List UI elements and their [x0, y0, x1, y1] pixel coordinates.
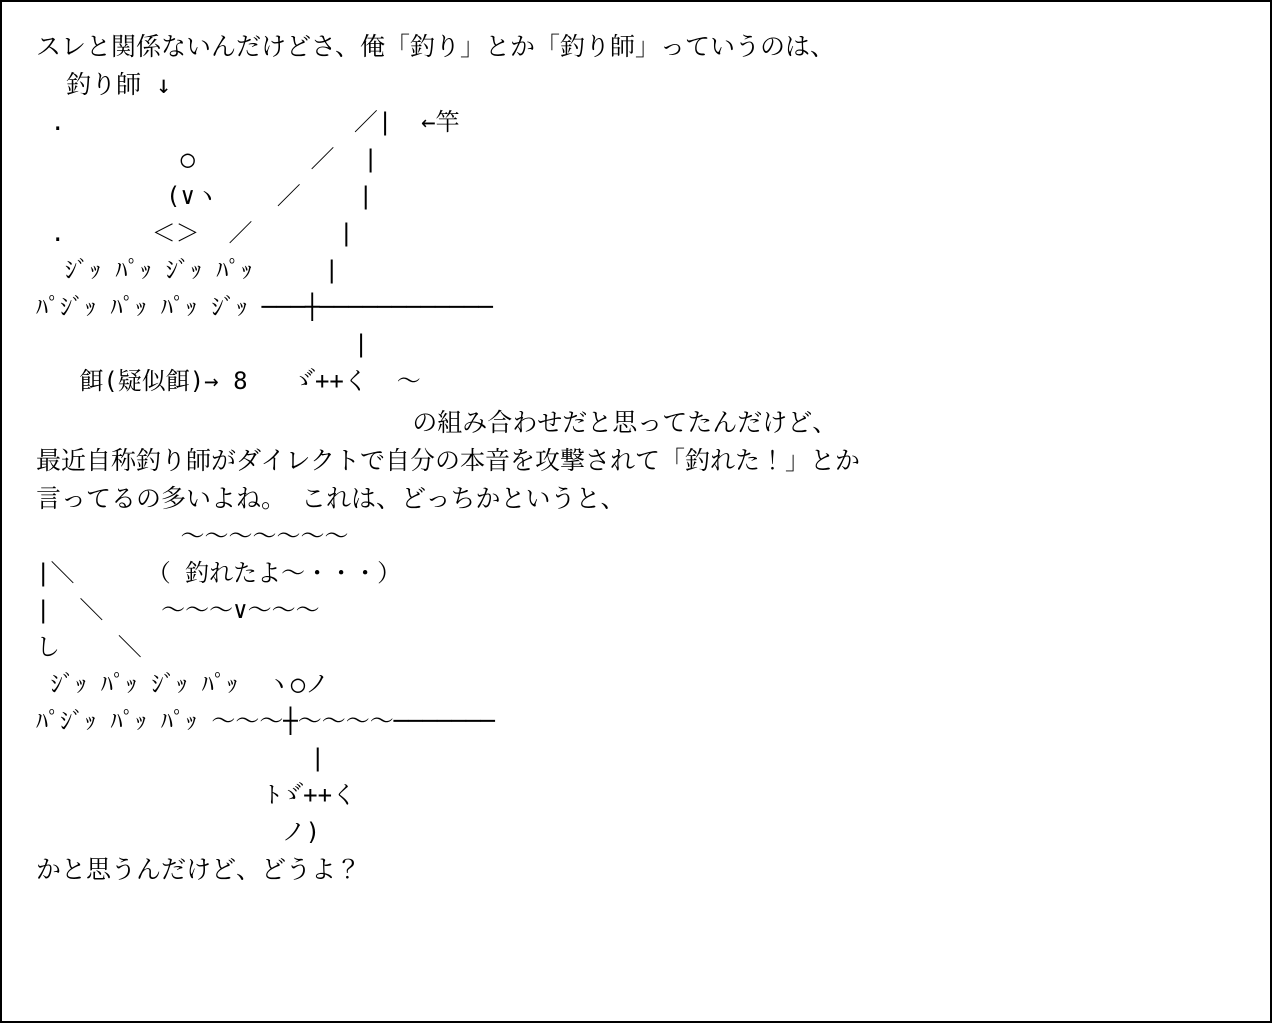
art-bottom-line-6: | [36, 744, 325, 772]
art-bottom-line-3: し ＼ [36, 633, 142, 661]
intro-line-2: 釣り師 ↓ [36, 70, 172, 99]
mid-line-3: 言ってるの多いよね。 これは、どっちかというと、 [36, 484, 626, 513]
art-bottom-line-8: ノ) [36, 818, 321, 846]
ascii-art-top-figure [36, 104, 1256, 400]
art-top-line-3: . ＜＞ ／ | [36, 219, 354, 247]
mid-line-2: 最近自称釣り師がダイレクトで自分の本音を攻撃されて「釣れた！」とか [36, 446, 861, 475]
ascii-art-board [2, 2, 1272, 1023]
art-bottom-line-5: ﾊﾟｼﾞｯ ﾊﾟｯ ﾊﾟｯ ～～～┼～～～～─────── [36, 707, 495, 735]
art-bottom-line-2: | ＼ ～～～∨～～～ [36, 596, 320, 624]
art-top-line-2: (∨ヽ ／ | [36, 182, 373, 210]
art-bottom-line-0: ～～～～～～～ [36, 522, 349, 550]
art-top-line-4: ｼﾞｯ ﾊﾟｯ ｼﾞｯ ﾊﾟｯ | [36, 256, 339, 284]
outro-line: かと思うんだけど、どうよ？ [36, 855, 362, 884]
art-bottom-line-4: ｼﾞｯ ﾊﾟｯ ｼﾞｯ ﾊﾟｯ ヽ○ノ [36, 670, 330, 698]
mid-line-1: の組み合わせだと思ってたんだけど、 [36, 408, 838, 437]
art-top-line-6: | [36, 330, 369, 358]
ascii-art-bottom-figure [36, 518, 1256, 851]
art-top-line-1: ○ ／ | [36, 145, 378, 173]
art-bottom-line-1: |＼ （ 釣れたよ～・・・） [36, 559, 402, 587]
art-bottom-line-7: ﾄゞ゙++く [36, 781, 357, 809]
art-top-line-5: ﾊﾟｼﾞｯ ﾊﾟｯ ﾊﾟｯ ｼﾞｯ ───┼──────────── [36, 293, 493, 321]
art-top-line-0: . ／| ←竿 [36, 108, 460, 136]
art-top-line-7: 餌(疑似餌)→ 8 ゞ゙++く ～ [36, 367, 421, 395]
intro-line-1: スレと関係ないんだけどさ、俺「釣り」とか「釣り師」っていうのは、 [36, 32, 836, 61]
